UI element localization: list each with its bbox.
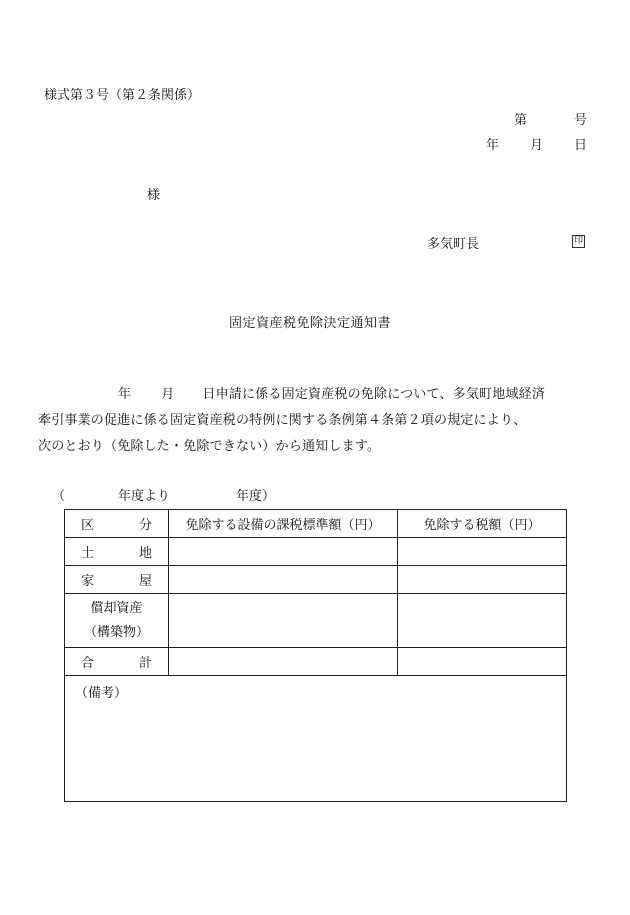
remarks-cell: （備考）: [65, 676, 567, 802]
date-day: 日: [574, 138, 588, 153]
cell-assets-base: [169, 594, 398, 648]
body-line2: 牽引事業の促進に係る固定資産税の特例に関する条例第４条第２項の規定により、: [38, 413, 527, 428]
document-title: 固定資産税免除決定通知書: [229, 316, 392, 331]
cell-house-base: [169, 566, 398, 594]
table-row: [65, 648, 567, 676]
table-row: [65, 538, 567, 566]
period-from: 年度より: [118, 489, 171, 504]
table-header-row: [65, 510, 567, 538]
cell-house-tax: [398, 566, 567, 594]
body-line3: 次のとおり（免除した・免除できない）から通知します。: [38, 439, 381, 454]
period-open: （: [52, 489, 66, 504]
cell-total-tax: [398, 648, 567, 676]
header-category: 区 分: [65, 510, 169, 538]
doc-number-prefix: 第: [514, 113, 528, 128]
cell-assets-tax: [398, 594, 567, 648]
header-tax-amount: 免除する税額（円）: [398, 510, 567, 538]
row-label-total: 合 計: [65, 648, 169, 676]
issuer-title: 多気町長: [427, 237, 480, 252]
cell-land-base: [169, 538, 398, 566]
table-row: [65, 594, 567, 648]
doc-number-suffix: 号: [574, 113, 588, 128]
date-year: 年: [486, 138, 500, 153]
recipient-suffix: 様: [147, 188, 161, 203]
body-paragraph: [38, 382, 598, 460]
seal-mark: 印: [573, 236, 583, 246]
cell-total-base: [169, 648, 398, 676]
date-month: 月: [530, 138, 544, 153]
exemption-table: [64, 509, 567, 802]
form-number: 様式第３号（第２条関係）: [44, 88, 201, 103]
table-row: [65, 566, 567, 594]
cell-land-tax: [398, 538, 567, 566]
row-label-house: 家 屋: [65, 566, 169, 594]
header-tax-base: 免除する設備の課税標準額（円）: [169, 510, 398, 538]
body-year: 年: [118, 387, 132, 402]
period-to: 年度）: [236, 489, 276, 504]
body-month: 月: [161, 387, 175, 402]
row-label-land: 土 地: [65, 538, 169, 566]
table-remarks-row: [65, 676, 567, 802]
row-label-depreciable-assets: 償却資産 （構築物）: [65, 594, 169, 648]
body-line1: 日申請に係る固定資産税の免除について、多気町地域経済: [202, 387, 546, 402]
